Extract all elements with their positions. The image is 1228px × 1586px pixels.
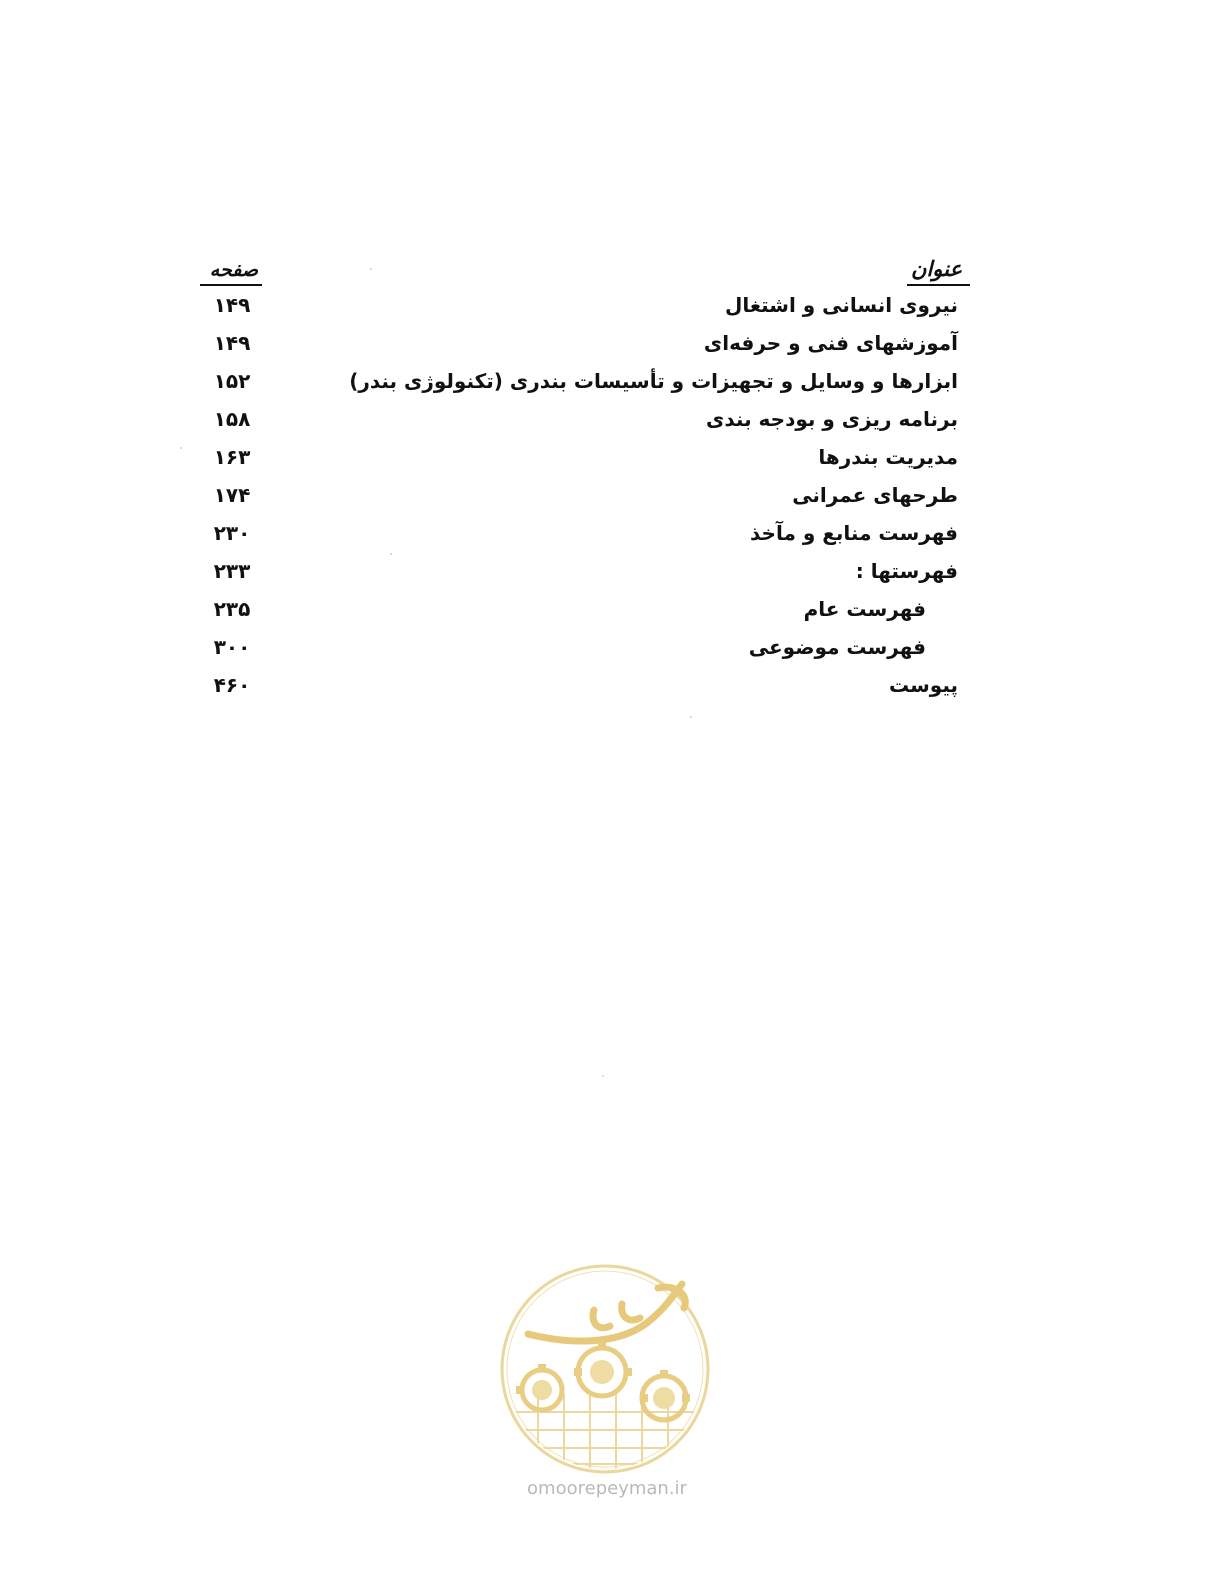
toc-row: [200, 286, 972, 324]
toc-entry-title: پیوست: [888, 673, 958, 697]
toc-subentry-title: فهرست موضوعی: [748, 635, 926, 659]
toc-entry-title: فهرستها :: [855, 559, 958, 583]
toc-header-title: عنوان: [907, 257, 970, 286]
toc-entry-page: ۱۵۸: [213, 407, 251, 431]
watermark-logo: [498, 1262, 712, 1476]
toc-header-page: صفحه: [200, 259, 262, 286]
toc-entry-page: ۱۴۹: [213, 331, 251, 355]
toc-row: [200, 628, 972, 666]
toc-row: [200, 590, 972, 628]
toc-entry-title: ابزارها و وسایل و تجهیزات و تأسیسات بندری (تکنولوژی بندر): [349, 369, 958, 393]
watermark-site-url: omoorepeyman.ir: [527, 1478, 687, 1499]
toc-entry-page: ۱۵۲: [213, 369, 251, 393]
toc-entry-page: ۲۳۰: [213, 521, 251, 545]
toc-entry-page: ۴۶۰: [213, 673, 251, 697]
toc-entry-title: نیروی انسانی و اشتغال: [724, 293, 958, 317]
toc-entry-title: آموزشهای فنی و حرفه‌ای: [703, 331, 958, 355]
toc-entry-page: ۱۶۳: [213, 445, 251, 469]
toc-header: [200, 246, 972, 286]
toc-row: [200, 476, 972, 514]
toc-row: [200, 514, 972, 552]
toc-row: [200, 438, 972, 476]
toc-entry-page: ۱۷۴: [213, 483, 251, 507]
scan-speck: [602, 1075, 604, 1077]
scan-speck: [180, 447, 182, 449]
watermark-logo-graphic: [498, 1262, 712, 1476]
toc-entry-title: مدیریت بندرها: [818, 445, 958, 469]
toc-row: [200, 666, 972, 704]
scan-speck: [690, 716, 692, 718]
toc-entry-title: برنامه ریزی و بودجه بندی: [706, 407, 958, 431]
toc-entry-page: ۳۰۰: [213, 635, 251, 659]
toc-entry-title: فهرست منابع و مآخذ: [750, 521, 958, 545]
scan-speck: [390, 553, 392, 555]
toc-entry-page: ۱۴۹: [213, 293, 251, 317]
toc-entry-page: ۲۳۳: [213, 559, 251, 583]
toc-entry-title: طرحهای عمرانی: [792, 483, 958, 507]
toc-row: [200, 362, 972, 400]
toc-entry-page: ۲۳۵: [213, 597, 251, 621]
toc-subentry-title: فهرست عام: [803, 597, 926, 621]
table-of-contents: [200, 246, 972, 704]
toc-row: [200, 400, 972, 438]
toc-row: [200, 552, 972, 590]
scan-speck: [370, 268, 372, 270]
toc-row: [200, 324, 972, 362]
